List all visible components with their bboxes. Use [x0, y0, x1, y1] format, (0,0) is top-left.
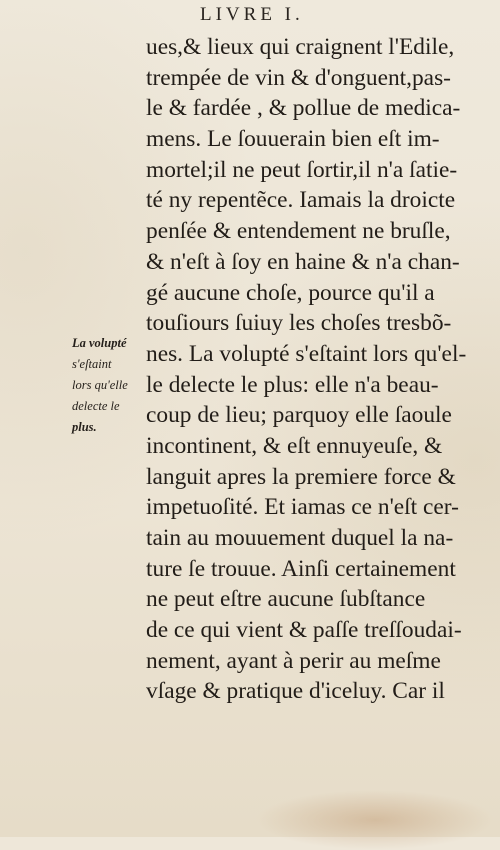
- text-line: ture ſe trouue. Ainſi certainement: [146, 555, 456, 582]
- text-line: mens. Le ſouuerain bien eſt im-: [146, 126, 440, 153]
- text-line: trempée de vin & d'onguent,pas-: [146, 64, 451, 91]
- margin-note-line: delecte le: [72, 399, 120, 413]
- text-line: té ny repentẽce. Iamais la droicte: [146, 187, 456, 214]
- text-line: mortel;il ne peut ſortir,il n'a ſatie-: [146, 156, 458, 183]
- text-line: le & fardée , & pollue de medica-: [146, 95, 461, 122]
- text-line: de ce qui vient & paſſe treſſoudai-: [146, 617, 462, 644]
- margin-note-line: lors qu'elle: [72, 378, 128, 392]
- text-line: ne peut eſtre aucune ſubſtance: [146, 586, 426, 613]
- running-head: LIVRE I.: [200, 4, 304, 25]
- margin-note-line: plus.: [72, 420, 97, 434]
- text-line: incontinent, & eſt ennuyeuſe, &: [146, 432, 443, 459]
- text-line: ues,& lieux qui craignent l'Edile,: [146, 34, 455, 60]
- text-line: touſiours ſuiuy les choſes tresbõ-: [146, 310, 452, 337]
- text-line: & n'eſt à ſoy en haine & n'a chan-: [146, 248, 460, 275]
- margin-note-line: s'eſtaint: [72, 357, 112, 371]
- text-line: impetuoſité. Et iamas ce n'eſt cer-: [146, 494, 459, 521]
- text-line: nement, ayant à perir au meſme: [146, 647, 441, 674]
- text-line: le delecte le plus: elle n'a beau-: [146, 371, 439, 398]
- text-line: languit apres la premiere force &: [146, 463, 456, 490]
- body-text: [146, 32, 491, 707]
- text-line: penſée & entendement ne bruſle,: [146, 218, 451, 245]
- text-line: coup de lieu; parquoy elle ſaoule: [146, 402, 452, 429]
- text-line: nes. La volupté s'eſtaint lors qu'el-: [146, 340, 467, 367]
- page-stain: [255, 790, 495, 850]
- margin-note: [72, 333, 152, 438]
- text-line: gé aucune choſe, pource qu'il a: [146, 279, 435, 306]
- text-line: tain au mouuement duquel la na-: [146, 525, 454, 551]
- text-line: vſage & pratique d'iceluy. Car il: [146, 678, 445, 705]
- margin-note-line: La volupté: [72, 336, 127, 350]
